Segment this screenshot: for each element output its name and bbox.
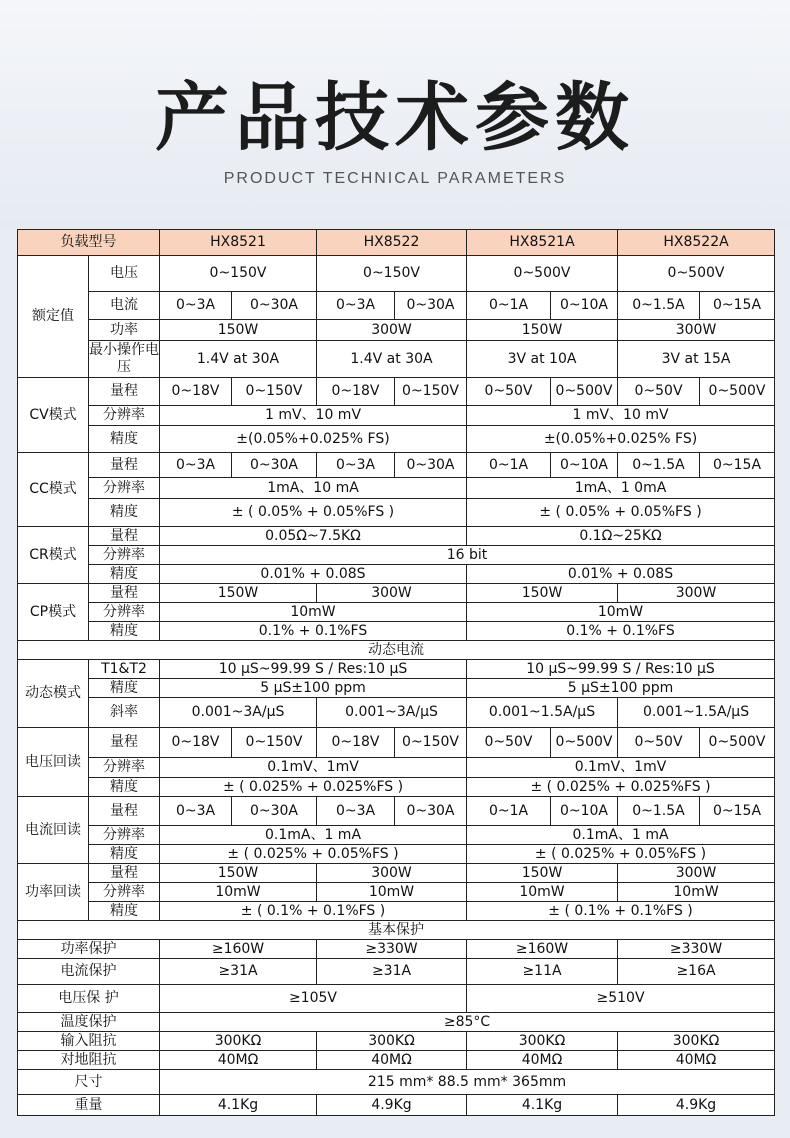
- row-label: 功率保护: [18, 940, 160, 959]
- table-cell: 10mW: [467, 883, 618, 902]
- table-cell: 0~1A: [467, 453, 551, 478]
- table-cell: 0~18V: [160, 728, 232, 758]
- table-cell: 300W: [618, 320, 775, 341]
- row-label: 量程: [89, 453, 160, 478]
- table-cell: 0~3A: [160, 797, 232, 826]
- table-cell: 0.001~3A/µS: [317, 698, 467, 728]
- table-cell: ≥31A: [160, 959, 317, 985]
- table-cell: 0~50V: [467, 728, 551, 758]
- table-cell: ≥160W: [467, 940, 618, 959]
- table-cell: 10 µS~99.99 S / Res:10 µS: [160, 660, 467, 679]
- table-cell: 0~30A: [232, 292, 317, 320]
- table-cell: 150W: [467, 864, 618, 883]
- table-cell: 0.1Ω~25KΩ: [467, 527, 775, 546]
- table-cell: 300W: [618, 584, 775, 603]
- table-cell: ± ( 0.025% + 0.025%FS ): [467, 778, 775, 797]
- row-label: 量程: [89, 584, 160, 603]
- table-row: [18, 546, 775, 565]
- table-cell: 0~15A: [700, 292, 775, 320]
- table-cell: 0.1% + 0.1%FS: [160, 622, 467, 641]
- table-row: [18, 797, 775, 826]
- row-label: 电压: [89, 256, 160, 292]
- table-cell: 300W: [317, 584, 467, 603]
- table-row: [18, 985, 775, 1013]
- table-cell: ± ( 0.05% + 0.05%FS ): [160, 499, 467, 527]
- table-cell: 150W: [160, 320, 317, 341]
- row-label: T1&T2: [89, 660, 160, 679]
- table-row: [18, 1095, 775, 1116]
- table-cell: 0~150V: [395, 378, 467, 406]
- row-label: 分辨率: [89, 603, 160, 622]
- table-cell: ≥160W: [160, 940, 317, 959]
- table-row: [18, 660, 775, 679]
- group-label: 额定值: [18, 256, 89, 378]
- row-label: 精度: [89, 565, 160, 584]
- table-cell: 0~3A: [317, 797, 395, 826]
- table-row: [18, 453, 775, 478]
- table-cell: 10mW: [160, 603, 467, 622]
- table-cell: ≥510V: [467, 985, 775, 1013]
- row-label: 电流: [89, 292, 160, 320]
- table-row: [18, 864, 775, 883]
- row-label: 量程: [89, 527, 160, 546]
- table-cell: ± ( 0.025% + 0.05%FS ): [467, 845, 775, 864]
- row-label: 分辨率: [89, 478, 160, 499]
- group-label: 功率回读: [18, 864, 89, 921]
- table-cell: 0~50V: [618, 728, 700, 758]
- table-cell: ≥105V: [160, 985, 467, 1013]
- table-cell: 10mW: [160, 883, 317, 902]
- table-cell: 0~500V: [467, 256, 618, 292]
- page-subtitle: PRODUCT TECHNICAL PARAMETERS: [223, 170, 567, 187]
- table-cell: 0~3A: [317, 453, 395, 478]
- row-label: 精度: [89, 499, 160, 527]
- row-label: 量程: [89, 378, 160, 406]
- table-cell: ± ( 0.1% + 0.1%FS ): [467, 902, 775, 921]
- table-cell: 5 µS±100 ppm: [467, 679, 775, 698]
- row-label: 输入阻抗: [18, 1032, 160, 1051]
- row-label: 电压保 护: [18, 985, 160, 1013]
- table-row: [18, 1013, 775, 1032]
- table-row: [18, 527, 775, 546]
- table-row: [18, 940, 775, 959]
- table-cell: 0~30A: [395, 292, 467, 320]
- table-cell: 0~500V: [551, 728, 618, 758]
- table-cell: 3V at 10A: [467, 341, 618, 378]
- table-row: [18, 902, 775, 921]
- table-cell: 0~150V: [395, 728, 467, 758]
- table-row: [18, 826, 775, 845]
- group-label: 动态模式: [18, 660, 89, 728]
- group-label: 电压回读: [18, 728, 89, 797]
- table-cell: 150W: [467, 584, 618, 603]
- table-cell: 10mW: [618, 883, 775, 902]
- row-label: 分辨率: [89, 883, 160, 902]
- table-cell: 0~3A: [317, 292, 395, 320]
- table-cell: 1 mV、10 mV: [160, 406, 467, 426]
- row-label: 分辨率: [89, 826, 160, 845]
- table-cell: 0~500V: [700, 728, 775, 758]
- table-cell: 0~150V: [232, 728, 317, 758]
- table-row: [18, 698, 775, 728]
- row-label: 对地阻抗: [18, 1051, 160, 1070]
- table-cell: 0.1mV、1mV: [467, 758, 775, 778]
- table-row: [18, 778, 775, 797]
- table-cell: 1.4V at 30A: [317, 341, 467, 378]
- table-cell: 0.1mV、1mV: [160, 758, 467, 778]
- table-row: [18, 584, 775, 603]
- table-cell: 0~500V: [700, 378, 775, 406]
- table-cell: 300W: [618, 864, 775, 883]
- table-cell: 0.001~1.5A/µS: [618, 698, 775, 728]
- row-label: 精度: [89, 426, 160, 453]
- section-title-protection: 基本保护: [18, 921, 775, 940]
- table-row: [18, 499, 775, 527]
- model-label: 负载型号: [18, 230, 160, 256]
- table-cell: 300KΩ: [160, 1032, 317, 1051]
- table-cell: 300KΩ: [317, 1032, 467, 1051]
- table-cell: 16 bit: [160, 546, 775, 565]
- hero-header: [0, 0, 790, 228]
- table-cell: 0.01% + 0.08S: [160, 565, 467, 584]
- table-cell: ± ( 0.025% + 0.025%FS ): [160, 778, 467, 797]
- table-cell: 215 mm* 88.5 mm* 365mm: [160, 1070, 775, 1095]
- table-cell: 4.9Kg: [317, 1095, 467, 1116]
- table-cell: 0~10A: [551, 292, 618, 320]
- row-label: 温度保护: [18, 1013, 160, 1032]
- row-label: 精度: [89, 778, 160, 797]
- table-row: [18, 758, 775, 778]
- row-label: 精度: [89, 902, 160, 921]
- group-label: CP模式: [18, 584, 89, 641]
- table-cell: 0~15A: [700, 797, 775, 826]
- page-title: 产品技术参数: [155, 75, 635, 161]
- row-label: 精度: [89, 622, 160, 641]
- table-cell: 0.1% + 0.1%FS: [467, 622, 775, 641]
- table-cell: 0.1mA、1 mA: [160, 826, 467, 845]
- row-label: 重量: [18, 1095, 160, 1116]
- table-cell: 40MΩ: [618, 1051, 775, 1070]
- table-row: [18, 603, 775, 622]
- table-cell: 0~10A: [551, 797, 618, 826]
- group-label: CC模式: [18, 453, 89, 527]
- table-row: [18, 728, 775, 758]
- table-row: [18, 883, 775, 902]
- table-cell: 40MΩ: [467, 1051, 618, 1070]
- table-cell: 40MΩ: [160, 1051, 317, 1070]
- table-cell: 0.001~1.5A/µS: [467, 698, 618, 728]
- table-cell: ≥11A: [467, 959, 618, 985]
- table-cell: 0~1A: [467, 797, 551, 826]
- table-cell: 5 µS±100 ppm: [160, 679, 467, 698]
- table-cell: ≥85°C: [160, 1013, 775, 1032]
- row-label: 分辨率: [89, 406, 160, 426]
- row-label: 最小操作电压: [89, 341, 160, 378]
- row-label: 精度: [89, 845, 160, 864]
- model-hx8521a: HX8521A: [467, 230, 618, 256]
- table-cell: 10 µS~99.99 S / Res:10 µS: [467, 660, 775, 679]
- table-cell: ≥16A: [618, 959, 775, 985]
- table-cell: 1.4V at 30A: [160, 341, 317, 378]
- table-cell: 0~150V: [232, 378, 317, 406]
- table-cell: 0~1.5A: [618, 453, 700, 478]
- model-hx8522a: HX8522A: [618, 230, 775, 256]
- table-cell: 0~50V: [618, 378, 700, 406]
- row-label: 电流保护: [18, 959, 160, 985]
- group-label: CV模式: [18, 378, 89, 453]
- table-row: [18, 565, 775, 584]
- spec-table: [17, 229, 775, 1116]
- table-cell: 0.05Ω~7.5KΩ: [160, 527, 467, 546]
- table-cell: 150W: [160, 584, 317, 603]
- table-cell: 300KΩ: [467, 1032, 618, 1051]
- table-cell: ≥330W: [618, 940, 775, 959]
- table-cell: 0~3A: [160, 292, 232, 320]
- group-label: 电流回读: [18, 797, 89, 864]
- table-cell: 0~500V: [551, 378, 618, 406]
- table-row: [18, 378, 775, 406]
- table-cell: ±(0.05%+0.025% FS): [160, 426, 467, 453]
- table-cell: ≥330W: [317, 940, 467, 959]
- row-label: 斜率: [89, 698, 160, 728]
- table-cell: 0~30A: [232, 453, 317, 478]
- table-row: [18, 1070, 775, 1095]
- table-row: [18, 959, 775, 985]
- table-row: [18, 320, 775, 341]
- table-row: [18, 341, 775, 378]
- row-label: 量程: [89, 728, 160, 758]
- table-cell: ±(0.05%+0.025% FS): [467, 426, 775, 453]
- model-hx8522: HX8522: [317, 230, 467, 256]
- table-cell: 1mA、1 0mA: [467, 478, 775, 499]
- table-row: [18, 256, 775, 292]
- table-cell: 150W: [160, 864, 317, 883]
- table-cell: 1mA、10 mA: [160, 478, 467, 499]
- row-label: 尺寸: [18, 1070, 160, 1095]
- table-cell: 0~150V: [317, 256, 467, 292]
- table-cell: 300W: [317, 864, 467, 883]
- table-row: [18, 622, 775, 641]
- table-cell: 0~30A: [395, 453, 467, 478]
- table-row: [18, 845, 775, 864]
- table-cell: 0~10A: [551, 453, 618, 478]
- table-cell: 0~500V: [618, 256, 775, 292]
- row-label: 精度: [89, 679, 160, 698]
- model-hx8521: HX8521: [160, 230, 317, 256]
- table-cell: ± ( 0.1% + 0.1%FS ): [160, 902, 467, 921]
- section-row: [18, 921, 775, 940]
- table-row: [18, 292, 775, 320]
- table-cell: ≥31A: [317, 959, 467, 985]
- section-row: [18, 641, 775, 660]
- table-cell: 0~1A: [467, 292, 551, 320]
- table-cell: 150W: [467, 320, 618, 341]
- table-cell: 300W: [317, 320, 467, 341]
- table-cell: 10mW: [467, 603, 775, 622]
- table-cell: 0~150V: [160, 256, 317, 292]
- table-cell: 0~30A: [395, 797, 467, 826]
- table-cell: 0.01% + 0.08S: [467, 565, 775, 584]
- table-cell: 0~50V: [467, 378, 551, 406]
- table-cell: 0~1.5A: [618, 292, 700, 320]
- table-cell: 0~1.5A: [618, 797, 700, 826]
- table-cell: 0.1mA、1 mA: [467, 826, 775, 845]
- table-cell: ± ( 0.05% + 0.05%FS ): [467, 499, 775, 527]
- table-cell: 0~15A: [700, 453, 775, 478]
- table-cell: 0~18V: [317, 378, 395, 406]
- table-cell: 4.1Kg: [160, 1095, 317, 1116]
- table-cell: 0.001~3A/µS: [160, 698, 317, 728]
- table-row: [18, 406, 775, 426]
- table-header: [18, 230, 775, 256]
- table-cell: 10mW: [317, 883, 467, 902]
- header-row: [18, 230, 775, 256]
- table-cell: 300KΩ: [618, 1032, 775, 1051]
- table-cell: 40MΩ: [317, 1051, 467, 1070]
- table-cell: 0~30A: [232, 797, 317, 826]
- section-title-dynamic: 动态电流: [18, 641, 775, 660]
- table-cell: 3V at 15A: [618, 341, 775, 378]
- table-row: [18, 1051, 775, 1070]
- row-label: 分辨率: [89, 546, 160, 565]
- table-row: [18, 1032, 775, 1051]
- table-cell: 4.9Kg: [618, 1095, 775, 1116]
- table-cell: 0~18V: [317, 728, 395, 758]
- table-cell: 1 mV、10 mV: [467, 406, 775, 426]
- group-label: CR模式: [18, 527, 89, 584]
- table-cell: ± ( 0.025% + 0.05%FS ): [160, 845, 467, 864]
- spec-table-wrapper: [17, 229, 774, 1116]
- row-label: 量程: [89, 864, 160, 883]
- row-label: 分辨率: [89, 758, 160, 778]
- row-label: 功率: [89, 320, 160, 341]
- table-row: [18, 478, 775, 499]
- table-row: [18, 426, 775, 453]
- table-cell: 0~18V: [160, 378, 232, 406]
- table-row: [18, 679, 775, 698]
- row-label: 量程: [89, 797, 160, 826]
- table-cell: 0~3A: [160, 453, 232, 478]
- table-cell: 4.1Kg: [467, 1095, 618, 1116]
